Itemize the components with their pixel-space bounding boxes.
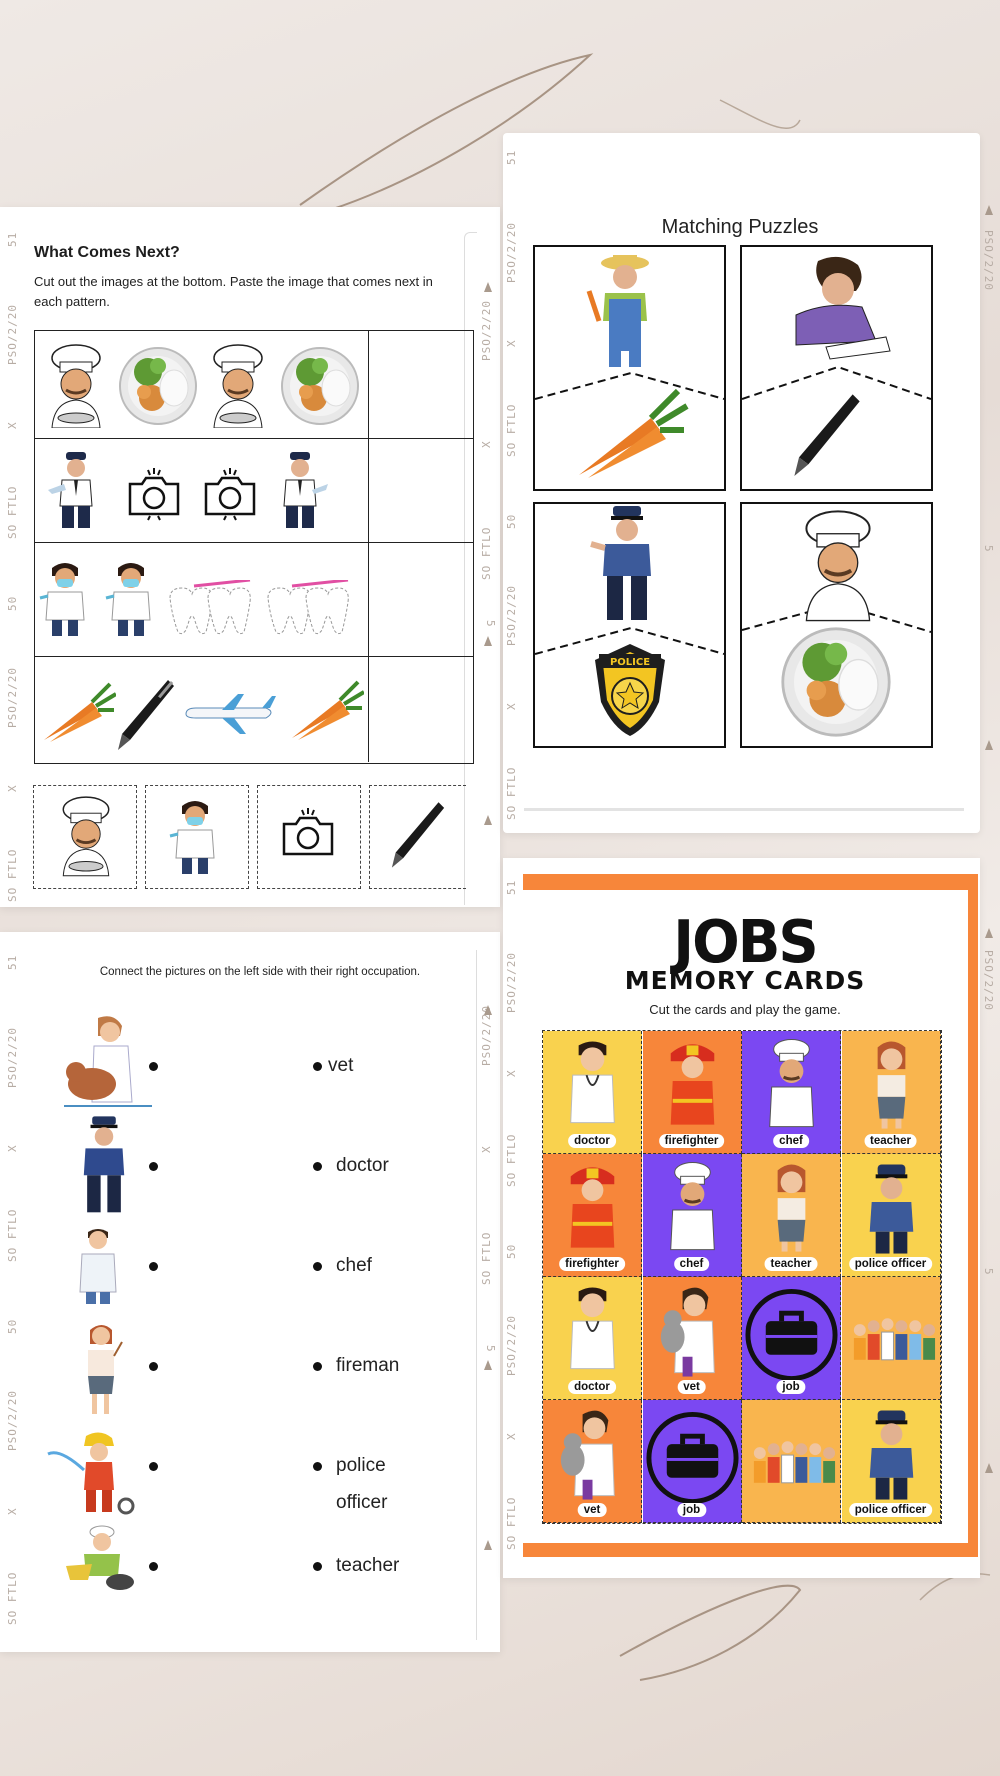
card-label: police officer	[849, 1257, 933, 1271]
fold-marker	[484, 1360, 492, 1370]
chef-icon	[788, 504, 888, 624]
memory-card[interactable]	[742, 1277, 841, 1400]
fold-marker	[985, 928, 993, 938]
connect-dot-left[interactable]	[149, 1162, 158, 1171]
police-officer-icon	[589, 504, 665, 626]
fold-marker	[484, 282, 492, 292]
accent-bar-right	[968, 874, 978, 1557]
camera-icon	[200, 468, 260, 522]
accent-bar-top	[523, 874, 978, 890]
occupation-word: fireman	[336, 1355, 400, 1376]
memory-card[interactable]	[543, 1400, 642, 1523]
card-label: teacher	[765, 1257, 818, 1271]
teeth-icon	[262, 580, 354, 640]
firefighter-icon	[543, 1158, 642, 1258]
doctor-icon	[76, 1226, 120, 1304]
fold-marker	[484, 1005, 492, 1015]
card-label: firefighter	[659, 1134, 725, 1148]
chef-icon	[50, 792, 122, 878]
memory-instructions: Cut the cards and play the game.	[649, 1002, 841, 1017]
chef-icon	[643, 1158, 742, 1258]
card-label: chef	[773, 1134, 809, 1148]
firefighter-icon	[643, 1035, 742, 1135]
memory-title: JOBS	[673, 908, 817, 977]
carrot-icon	[565, 385, 695, 481]
card-label: job	[776, 1380, 805, 1394]
carrot-icon	[40, 680, 116, 744]
pilot-icon	[48, 450, 104, 532]
doctor-icon	[543, 1281, 642, 1381]
card-label: job	[677, 1503, 706, 1517]
card-label: teacher	[864, 1134, 917, 1148]
left-margin-text-1: SO FTLO X PSO/2/20 50 SO FTLO X PSO/2/20 51	[6, 232, 19, 902]
connect-dot-left[interactable]	[149, 1462, 158, 1471]
occupation-word: vet	[328, 1055, 354, 1076]
connect-dot-right[interactable]	[313, 1362, 322, 1371]
writer-icon	[766, 255, 906, 365]
teacher-icon	[842, 1035, 941, 1135]
memory-card[interactable]	[742, 1154, 841, 1277]
teeth-icon	[164, 580, 256, 640]
puzzle-card[interactable]	[740, 245, 933, 491]
pilot-icon	[272, 450, 328, 532]
memory-subtitle: MEMORY CARDS	[624, 966, 866, 995]
pen-icon	[792, 387, 862, 481]
left-margin-text-3: SO FTLO X PSO/2/20 50 SO FTLO X PSO/2/20 51	[6, 955, 19, 1625]
connect-dot-right[interactable]	[313, 1562, 322, 1571]
left-margin-text-2: SO FTLO X PSO/2/20 50 SO FTLO X PSO/2/20 51	[505, 150, 518, 820]
pen-icon	[390, 798, 446, 870]
farmer-icon	[585, 251, 665, 371]
memory-card[interactable]	[842, 1277, 941, 1400]
answer-box[interactable]	[368, 331, 473, 438]
memory-card[interactable]	[842, 1031, 941, 1154]
camera-icon	[124, 468, 184, 522]
memory-card-grid	[542, 1030, 942, 1524]
fold-marker	[985, 740, 993, 750]
food-plate-icon	[280, 346, 360, 426]
memory-card[interactable]	[543, 1031, 642, 1154]
answer-box[interactable]	[368, 438, 473, 542]
card-label: firefighter	[559, 1257, 625, 1271]
right-margin-text-1: PSO/2/20	[982, 230, 995, 291]
dentist-icon	[38, 558, 92, 636]
card-label: doctor	[568, 1380, 616, 1394]
card-label: doctor	[568, 1134, 616, 1148]
fold-marker	[484, 636, 492, 646]
left-margin-text-4: SO FTLO X PSO/2/20 50 SO FTLO X PSO/2/20 51	[505, 880, 518, 1550]
memory-card[interactable]	[643, 1031, 742, 1154]
chef-icon	[38, 342, 114, 428]
connect-dot-left[interactable]	[149, 1062, 158, 1071]
matching-title: Matching Puzzles	[661, 216, 819, 238]
fold-marker	[985, 205, 993, 215]
right-margin-number-2: 5	[982, 1268, 995, 1276]
airplane-icon	[182, 692, 278, 736]
workers-group-icon	[742, 1404, 841, 1522]
margin-text-mid-1: SO FTLO X PSO/2/20	[480, 300, 493, 580]
memory-card[interactable]	[643, 1277, 742, 1400]
dentist-icon	[168, 796, 222, 874]
chef-icon	[62, 1524, 138, 1592]
right-margin-number-1: 5	[982, 545, 995, 553]
police-badge-icon	[589, 640, 671, 740]
occupation-word: police	[336, 1455, 386, 1476]
vet-icon	[643, 1281, 742, 1381]
card-label: vet	[677, 1380, 706, 1394]
margin-text-mid-2: SO FTLO X PSO/2/20	[480, 1005, 493, 1285]
occupation-word: chef	[336, 1255, 372, 1276]
connect-dot-right[interactable]	[313, 1062, 322, 1071]
briefcase-icon	[643, 1406, 742, 1506]
fold-marker	[985, 1463, 993, 1473]
occupation-word: doctor	[336, 1155, 389, 1176]
vet-icon	[62, 1014, 154, 1108]
memory-card[interactable]	[842, 1400, 941, 1523]
fold-marker	[484, 1540, 492, 1550]
occupation-word: officer	[336, 1492, 388, 1513]
teacher-icon	[80, 1320, 124, 1416]
memory-card[interactable]	[643, 1400, 742, 1523]
connect-instructions: Connect the pictures on the left side with their right occupation.	[99, 966, 421, 978]
memory-card[interactable]	[742, 1400, 841, 1523]
mid-number: 5	[484, 620, 497, 628]
mid-number: 5	[484, 1345, 497, 1353]
vet-icon	[543, 1404, 642, 1504]
memory-card[interactable]	[643, 1154, 742, 1277]
connect-dot-right[interactable]	[313, 1462, 322, 1471]
memory-card[interactable]	[543, 1154, 642, 1277]
teacher-icon	[742, 1158, 841, 1258]
answer-box[interactable]	[368, 542, 473, 656]
memory-card[interactable]	[842, 1154, 941, 1277]
fold-marker	[484, 815, 492, 825]
card-label: chef	[674, 1257, 710, 1271]
answer-box[interactable]	[368, 656, 473, 762]
pen-icon	[116, 676, 176, 752]
puzzle-card[interactable]	[533, 502, 726, 748]
briefcase-icon	[742, 1283, 841, 1383]
carrot-icon	[288, 678, 364, 742]
workers-group-icon	[842, 1281, 941, 1399]
police-officer-icon	[842, 1158, 941, 1258]
connect-dot-right[interactable]	[313, 1162, 322, 1171]
accent-bar-bottom	[523, 1543, 978, 1557]
food-plate-icon	[780, 626, 892, 738]
card-label: police officer	[849, 1503, 933, 1517]
puzzle-card[interactable]	[533, 245, 726, 491]
connect-dot-left[interactable]	[149, 1562, 158, 1571]
chef-icon	[200, 342, 276, 428]
connect-dot-left[interactable]	[149, 1362, 158, 1371]
police-officer-icon	[842, 1404, 941, 1504]
doctor-icon	[543, 1035, 642, 1135]
sheet-bottom-line	[524, 808, 964, 811]
memory-card[interactable]	[543, 1277, 642, 1400]
page-title: What Comes Next?	[34, 244, 180, 261]
badge-text: POLICE	[609, 657, 651, 668]
puzzle-card[interactable]	[740, 502, 933, 748]
firefighter-icon	[46, 1430, 138, 1516]
chef-icon	[742, 1035, 841, 1135]
dentist-icon	[104, 558, 158, 636]
connect-dot-left[interactable]	[149, 1262, 158, 1271]
connect-dot-right[interactable]	[313, 1262, 322, 1271]
camera-icon	[278, 808, 338, 862]
card-label: vet	[578, 1503, 607, 1517]
occupation-word: teacher	[336, 1555, 400, 1576]
instructions: Cut out the images at the bottom. Paste the image that comes next in each pattern.	[34, 274, 433, 309]
police-officer-icon	[72, 1112, 136, 1220]
right-margin-text-2: PSO/2/20	[982, 950, 995, 1011]
memory-card[interactable]	[742, 1031, 841, 1154]
food-plate-icon	[118, 346, 198, 426]
